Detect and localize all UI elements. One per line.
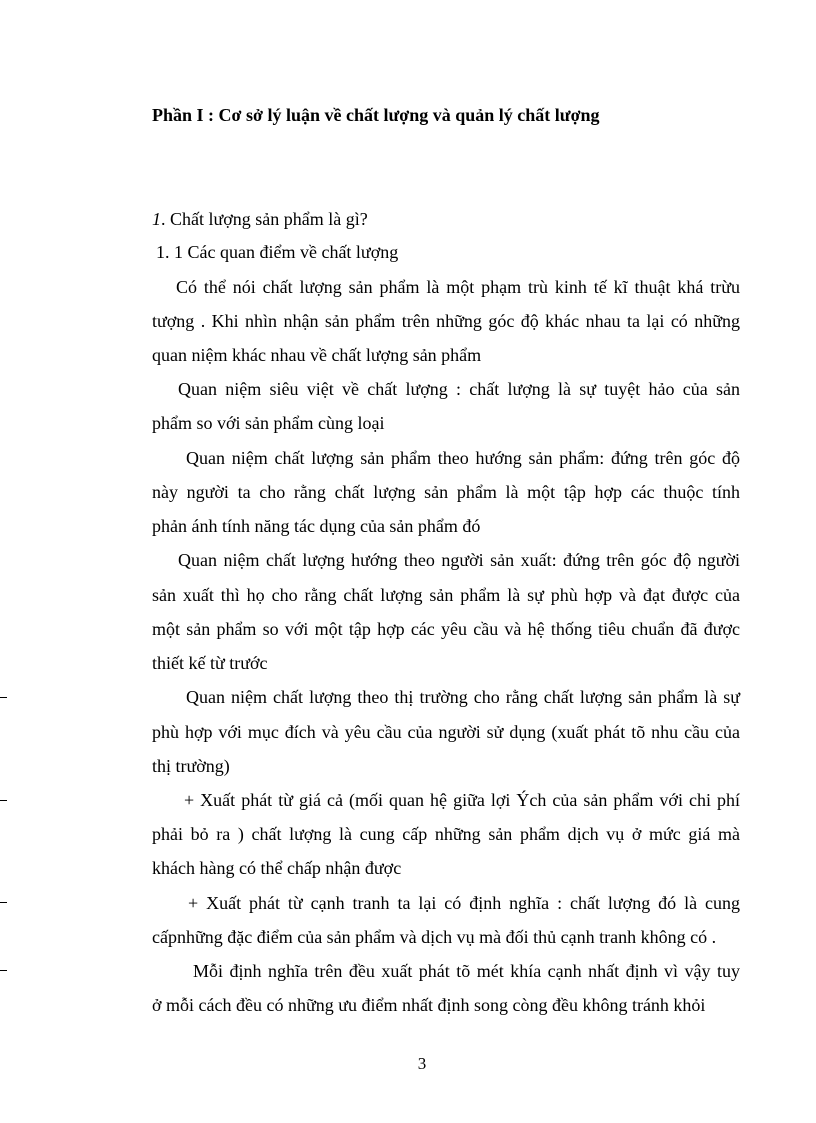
paragraph-line: phải bỏ ra ) chất lượng là cung cấp những sản phẩm dịch vụ ở mức giá mà — [152, 824, 740, 844]
paragraph-line: phù hợp với mục đích và yêu cầu của người sử dụng (xuất phát tõ nhu cầu của — [152, 722, 740, 742]
margin-mark — [0, 800, 7, 801]
margin-mark — [0, 697, 7, 698]
paragraph-line: phẩm so với sản phẩm cùng loại — [152, 413, 385, 433]
heading-1-text: . Chất lượng sản phẩm là gì? — [161, 209, 368, 229]
paragraph-line: Quan niệm chất lượng theo thị trường cho rằng chất lượng sản phẩm là sự — [186, 687, 740, 707]
paragraph-line: + Xuất phát từ cạnh tranh ta lại có định nghĩa : chất lượng đó là cung — [188, 893, 740, 913]
paragraph-line: ở mỗi cách đều có những ưu điểm nhất định song còng đều không tránh khỏi — [152, 995, 706, 1015]
margin-mark — [0, 970, 7, 971]
paragraph-line: sản xuất thì họ cho rằng chất lượng sản phẩm là sự phù hợp và đạt được của — [152, 585, 740, 605]
paragraph-line: Quan niệm siêu việt về chất lượng : chất lượng là sự tuyệt hảo của sản — [178, 379, 740, 399]
paragraph-line: tượng . Khi nhìn nhận sản phẩm trên những góc độ khác nhau ta lại có những — [152, 311, 740, 331]
paragraph-line: khách hàng có thể chấp nhận được — [152, 858, 402, 878]
paragraph-line: cấpnhững đặc điểm của sản phẩm và dịch vụ mà đối thủ cạnh tranh không có . — [152, 927, 717, 947]
paragraph-line: quan niệm khác nhau về chất lượng sản phẩm — [152, 345, 482, 365]
paragraph-line: Quan niệm chất lượng sản phẩm theo hướng sản phẩm: đứng trên góc độ — [186, 448, 740, 468]
paragraph-line: Quan niệm chất lượng hướng theo người sản xuất: đứng trên góc độ người — [178, 550, 740, 570]
paragraph-line: này người ta cho rằng chất lượng sản phẩm là một tập hợp các thuộc tính — [152, 482, 740, 502]
paragraph-line: Có thể nói chất lượng sản phẩm là một phạm trù kinh tế kĩ thuật khá trừu — [176, 277, 740, 297]
page-number: 3 — [417, 1054, 427, 1073]
section-title: Phần I : Cơ sở lý luận về chất lượng và quản lý chất lượng — [152, 105, 600, 125]
heading-1 — [152, 207, 368, 231]
paragraph-line: + Xuất phát từ giá cả (mối quan hệ giữa lợi Ých của sản phẩm với chi phí — [184, 790, 740, 810]
heading-1-number: 1 — [152, 209, 161, 229]
paragraph-line: phản ánh tính năng tác dụng của sản phẩm đó — [152, 516, 481, 536]
paragraph-line: thiết kế từ trước — [152, 653, 268, 673]
margin-mark — [0, 902, 7, 903]
heading-1-1: 1. 1 Các quan điểm về chất lượng — [156, 242, 399, 262]
paragraph-line: Mỗi định nghĩa trên đều xuất phát tõ mét khía cạnh nhất định vì vậy tuy — [193, 961, 740, 981]
paragraph-line: thị trường) — [152, 756, 230, 776]
paragraph-line: một sản phẩm so với một tập hợp các yêu cầu và hệ thống tiêu chuẩn đã được — [152, 619, 740, 639]
